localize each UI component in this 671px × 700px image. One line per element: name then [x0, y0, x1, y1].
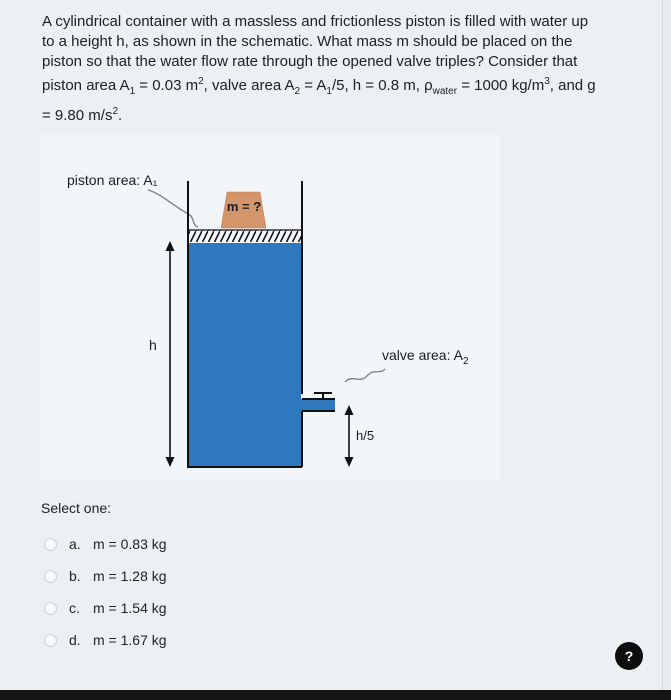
h5-arrow-top	[345, 405, 354, 415]
piston-pointer-line	[148, 190, 198, 227]
option-d[interactable]	[44, 624, 167, 656]
schematic-figure	[40, 135, 500, 480]
select-one-label: Select one:	[41, 500, 112, 516]
mass-label: m = ?	[226, 199, 262, 214]
radio-button-c[interactable]	[44, 602, 57, 615]
question-text	[42, 12, 632, 126]
option-a[interactable]	[44, 528, 167, 560]
option-letter: a.	[69, 536, 81, 552]
help-button[interactable]: ?	[615, 642, 643, 670]
bottom-edge-bar	[0, 690, 671, 700]
question-line-3: piston so that the water flow rate through the opened valve triples? Consider that	[42, 53, 578, 70]
valve-area-label: valve area: $A_2$	[382, 347, 469, 367]
option-c[interactable]	[44, 592, 167, 624]
valve-pointer-line	[345, 369, 385, 382]
h5-arrow-bottom	[345, 457, 354, 467]
schematic-svg	[40, 135, 500, 480]
question-line-4: piston area $A_1 = 0.03$ $m^2$, valve area $A_2 = A_1/5$, h = 0.8 m, $\rho_{water} = 1000$ $kg/m^3$, and g	[42, 76, 596, 97]
option-text: m = 1.54 kg	[93, 600, 167, 616]
h-arrow-bottom	[166, 457, 175, 467]
piston-area-label: piston area: A₁	[67, 172, 158, 188]
option-b[interactable]	[44, 560, 167, 592]
option-letter: d.	[69, 632, 81, 648]
option-letter: c.	[69, 600, 80, 616]
answer-options	[44, 528, 167, 656]
question-line-5: = 9.80 $m/s^2$.	[42, 106, 123, 124]
option-letter: b.	[69, 568, 81, 584]
h5-label: h/5	[356, 428, 375, 443]
radio-button-b[interactable]	[44, 570, 57, 583]
question-line-2: to a height h, as shown in the schematic. What mass m should be placed on the	[42, 33, 573, 50]
option-text: m = 0.83 kg	[93, 536, 167, 552]
outlet-pipe-water	[301, 399, 335, 411]
piston-plate	[189, 230, 301, 242]
question-line-1: A cylindrical container with a massless and frictionless piston is filled with water up	[42, 13, 589, 30]
radio-button-d[interactable]	[44, 634, 57, 647]
water-column	[189, 243, 301, 467]
h-arrow-top	[166, 241, 175, 251]
option-text: m = 1.28 kg	[93, 568, 167, 584]
radio-button-a[interactable]	[44, 538, 57, 551]
h-label: h	[149, 337, 157, 353]
option-text: m = 1.67 kg	[93, 632, 167, 648]
